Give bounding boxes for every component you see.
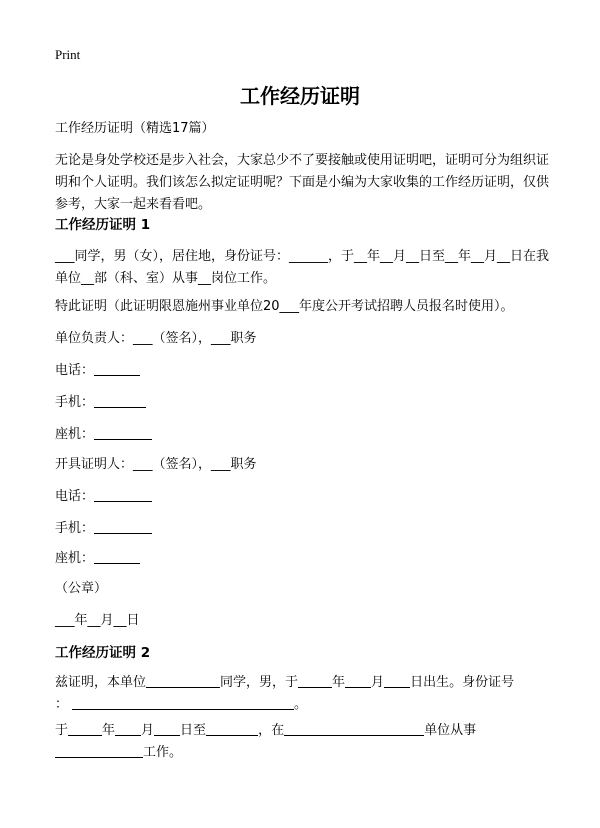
seal-line: （公章） xyxy=(55,581,108,596)
text-segment: 年 xyxy=(102,723,116,738)
landline-blank xyxy=(94,549,140,564)
intro-paragraph: 无论是身处学校还是步入社会，大家总少不了要接触或使用证明吧，证明可分为组织证明和个人证明。我们该怎么拟定证明呢？下面是小编为大家收集的工作经历证明，仅供参考，大家一起来看看吧。 xyxy=(55,153,550,212)
id-number-blank xyxy=(72,695,294,710)
text-segment: 年 xyxy=(332,675,346,690)
date-line: ___年__月__日 xyxy=(55,613,140,628)
unit-blank xyxy=(284,721,424,736)
print-link[interactable]: Print xyxy=(55,47,81,62)
mobile-label: 手机： xyxy=(55,521,95,536)
job-blank xyxy=(55,743,143,758)
phone-line-1 xyxy=(55,360,555,382)
mobile-line-1 xyxy=(55,392,555,414)
landline-line-2 xyxy=(55,548,555,570)
unit-name-blank xyxy=(146,673,220,688)
year-blank xyxy=(298,673,332,688)
landline-label: 座机： xyxy=(55,427,95,442)
year-blank xyxy=(68,721,102,736)
page-title: 工作经历证明 xyxy=(240,84,360,108)
phone-label: 电话： xyxy=(55,489,95,504)
phone-line-2 xyxy=(55,486,555,508)
text-segment: 日出生。身份证号 xyxy=(410,675,515,690)
day-blank xyxy=(384,673,410,688)
phone-blank xyxy=(94,487,152,502)
section2-paragraph-2 xyxy=(55,720,555,764)
day-blank xyxy=(154,721,180,736)
text-segment: 同学，男，于 xyxy=(220,675,299,690)
mobile-blank xyxy=(94,519,152,534)
text-segment: 月 xyxy=(371,675,385,690)
section1-special-note: 特此证明（此证明限恩施州事业单位20___年度公开考试招聘人员报名时使用）。 xyxy=(55,299,514,314)
text-segment: 于 xyxy=(55,723,69,738)
subtitle: 工作经历证明（精选17篇） xyxy=(55,121,215,136)
unit-head-line: 单位负责人：___（签名），___职务 xyxy=(55,331,257,346)
mobile-label: 手机： xyxy=(55,395,95,410)
phone-blank xyxy=(94,361,140,376)
landline-line-1 xyxy=(55,424,555,446)
landline-label: 座机： xyxy=(55,551,95,566)
text-segment: 工作。 xyxy=(143,745,183,760)
text-segment: 兹证明，本单位 xyxy=(55,675,147,690)
end-date-blank xyxy=(206,721,258,736)
mobile-line-2 xyxy=(55,518,555,540)
text-segment: 月 xyxy=(141,723,155,738)
section-heading-2: 工作经历证明 2 xyxy=(55,645,151,661)
landline-blank xyxy=(94,425,152,440)
text-segment: 。 xyxy=(294,697,308,712)
section2-paragraph-1 xyxy=(55,672,555,716)
section-heading-1: 工作经历证明 1 xyxy=(55,217,151,233)
text-segment: 单位从事 xyxy=(424,723,477,738)
text-segment: 日至 xyxy=(180,723,207,738)
month-blank xyxy=(345,673,371,688)
section1-body: ___同学，男（女），居住地，身份证号：______，于__年__月__日至__年__月__日在我单位__部（科、室）从事__岗位工作。 xyxy=(55,249,550,286)
text-segment: ： xyxy=(55,697,69,712)
mobile-blank xyxy=(94,393,146,408)
phone-label: 电话： xyxy=(55,363,95,378)
issuer-line: 开具证明人：___（签名），___职务 xyxy=(55,457,257,472)
month-blank xyxy=(115,721,141,736)
text-segment: ，在 xyxy=(258,723,285,738)
